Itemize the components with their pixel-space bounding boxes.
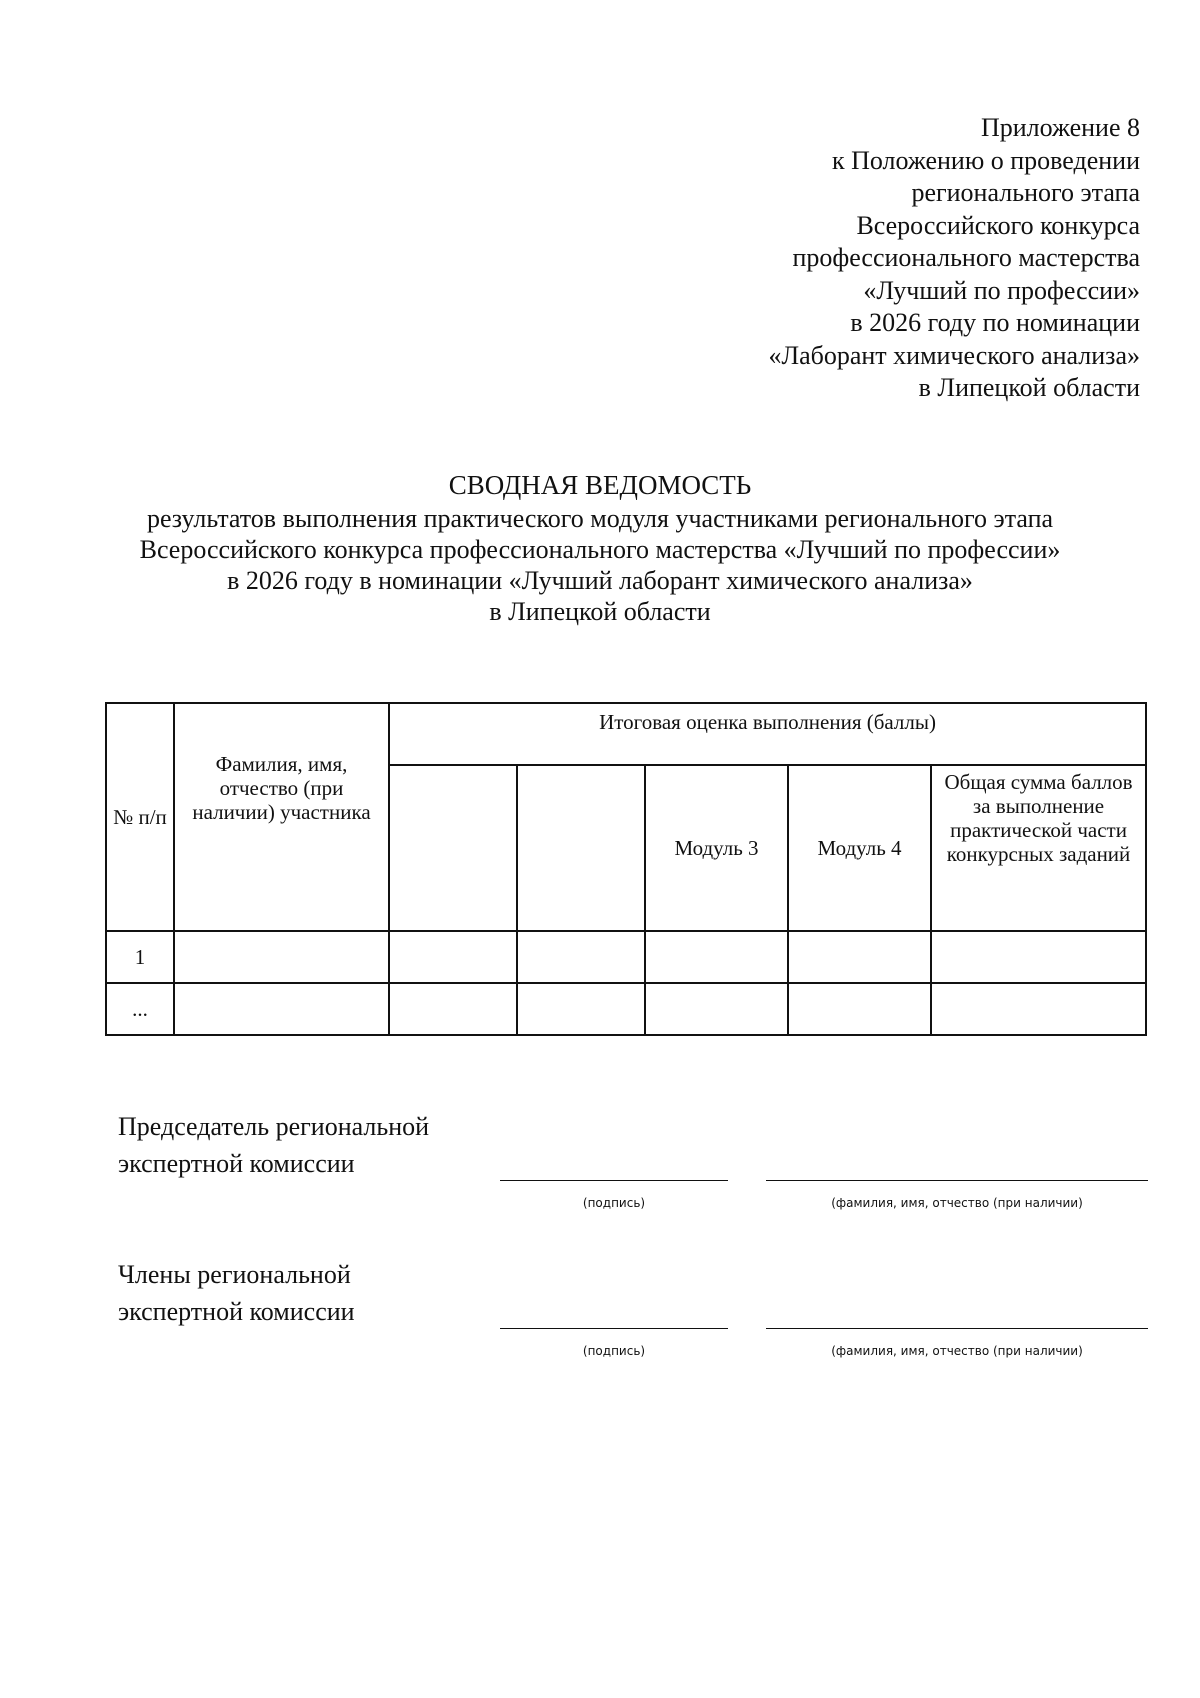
table-row xyxy=(106,931,1146,983)
results-table xyxy=(105,702,1147,1036)
members-signature-caption: (подпись) xyxy=(582,1344,646,1358)
header-participant-name: Фамилия, имя, отчество (при наличии) участника xyxy=(174,703,389,931)
annex-line: регионального этапа xyxy=(911,178,1140,207)
members-label xyxy=(118,1256,355,1330)
members-name-caption: (фамилия, имя, отчество (при наличии) xyxy=(831,1344,1083,1358)
title-line: Всероссийского конкурса профессионального мастерства «Лучший по профессии» xyxy=(139,535,1061,564)
header-module-3: Модуль 3 xyxy=(645,765,788,931)
header-module-1 xyxy=(389,765,517,931)
annex-line: в 2026 году по номинации xyxy=(850,308,1140,337)
annex-header xyxy=(768,112,1140,405)
members-name-line xyxy=(766,1328,1148,1329)
header-score-group: Итоговая оценка выполнения (баллы) xyxy=(389,703,1146,765)
cell xyxy=(645,983,788,1035)
row-num: ... xyxy=(106,983,174,1035)
title-line: результатов выполнения практического модуля участниками регионального этапа xyxy=(146,504,1054,533)
cell xyxy=(174,931,389,983)
title-line: в Липецкой области xyxy=(489,597,711,626)
header-total: Общая сумма баллов за выполнение практической части конкурсных заданий xyxy=(931,765,1146,931)
cell xyxy=(645,931,788,983)
title-heading: СВОДНАЯ ВЕДОМОСТЬ xyxy=(448,470,752,500)
members-signature-line xyxy=(500,1328,728,1329)
cell xyxy=(931,983,1146,1035)
cell xyxy=(174,983,389,1035)
chair-signature-caption: (подпись) xyxy=(582,1196,646,1210)
cell xyxy=(517,931,645,983)
annex-line: к Положению о проведении xyxy=(831,145,1140,175)
cell xyxy=(389,983,517,1035)
chair-signature-line xyxy=(500,1180,728,1181)
chair-label-line: экспертной комиссии xyxy=(118,1149,355,1178)
members-label-line: экспертной комиссии xyxy=(118,1297,355,1326)
header-num: № п/п xyxy=(106,703,174,931)
cell xyxy=(389,931,517,983)
annex-line: Приложение 8 xyxy=(980,113,1140,142)
annex-line: Всероссийского конкурса xyxy=(856,210,1140,240)
title-line: в 2026 году в номинации «Лучший лаборант химического анализа» xyxy=(227,566,973,595)
cell xyxy=(788,983,931,1035)
chair-label xyxy=(118,1108,429,1182)
cell xyxy=(788,931,931,983)
annex-line: «Лучший по профессии» xyxy=(863,275,1140,305)
document-title xyxy=(0,470,1200,627)
cell xyxy=(517,983,645,1035)
header-module-2 xyxy=(517,765,645,931)
row-num: 1 xyxy=(106,931,174,983)
chair-label-line: Председатель региональной xyxy=(118,1112,430,1141)
annex-line: в Липецкой области xyxy=(918,373,1140,402)
cell xyxy=(931,931,1146,983)
header-module-4: Модуль 4 xyxy=(788,765,931,931)
annex-line: «Лаборант химического анализа» xyxy=(768,340,1140,370)
table-row xyxy=(106,983,1146,1035)
members-label-line: Члены региональной xyxy=(118,1260,351,1289)
chair-name-line xyxy=(766,1180,1148,1181)
chair-name-caption: (фамилия, имя, отчество (при наличии) xyxy=(831,1196,1083,1210)
annex-line: профессионального мастерства xyxy=(792,243,1140,272)
